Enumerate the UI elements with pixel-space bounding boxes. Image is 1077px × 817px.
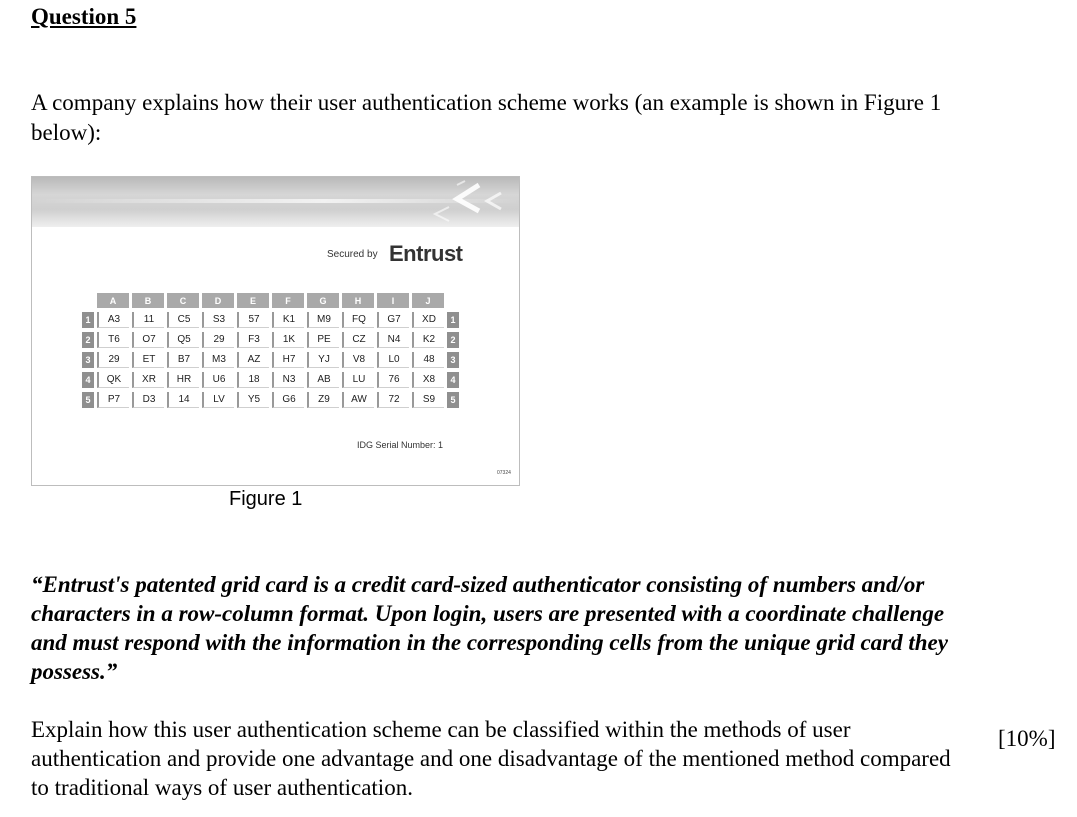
- grid-cell: X8: [412, 372, 444, 388]
- grid-col-header: D: [202, 293, 234, 308]
- grid-col-header: C: [167, 293, 199, 308]
- grid-cell: P7: [97, 392, 129, 408]
- grid-row-label: 2: [447, 332, 459, 348]
- grid-cell: U6: [202, 372, 234, 388]
- grid-cell: B7: [167, 352, 199, 368]
- marks-label: [10%]: [998, 726, 1056, 751]
- grid-col-header: F: [272, 293, 304, 308]
- chevron-logo-icon: [379, 177, 519, 227]
- grid-cell: 18: [237, 372, 269, 388]
- grid-cell: 48: [412, 352, 444, 368]
- grid-col-header: G: [307, 293, 339, 308]
- grid-row-label: 4: [82, 372, 94, 388]
- grid-col-header: H: [342, 293, 374, 308]
- grid-corner: [447, 293, 459, 308]
- grid-cell: XD: [412, 312, 444, 328]
- grid-cell: QK: [97, 372, 129, 388]
- grid-cell: 29: [97, 352, 129, 368]
- grid-cell: LV: [202, 392, 234, 408]
- grid-cell: 11: [132, 312, 164, 328]
- intro-paragraph: A company explains how their user authentication scheme works (an example is shown in Figure 1 below):: [31, 90, 942, 145]
- grid-cell: V8: [342, 352, 374, 368]
- grid-cell: N4: [377, 332, 409, 348]
- grid-cell: N3: [272, 372, 304, 388]
- grid-cell: K1: [272, 312, 304, 328]
- grid-cell: A3: [97, 312, 129, 328]
- grid-row-label: 2: [82, 332, 94, 348]
- grid-cell: AZ: [237, 352, 269, 368]
- grid-cell: ET: [132, 352, 164, 368]
- figure-caption: Figure 1: [229, 488, 303, 510]
- grid-cell: H7: [272, 352, 304, 368]
- grid-col-header: A: [97, 293, 129, 308]
- grid-cell: PE: [307, 332, 339, 348]
- grid-row-label: 4: [447, 372, 459, 388]
- grid-cell: S3: [202, 312, 234, 328]
- grid-row: [82, 372, 459, 388]
- grid-row-label: 1: [82, 312, 94, 328]
- grid-cell: M9: [307, 312, 339, 328]
- grid-cell: S9: [412, 392, 444, 408]
- grid-cell: G7: [377, 312, 409, 328]
- grid-row-label: 3: [82, 352, 94, 368]
- grid-cell: AW: [342, 392, 374, 408]
- grid-cell: Z9: [307, 392, 339, 408]
- grid-cell: G6: [272, 392, 304, 408]
- grid-cell: LU: [342, 372, 374, 388]
- grid-cell: C5: [167, 312, 199, 328]
- grid-cell: Q5: [167, 332, 199, 348]
- grid-header-row: [82, 293, 459, 308]
- grid-cell: F3: [237, 332, 269, 348]
- grid-row-label: 5: [82, 392, 94, 408]
- grid-cell: YJ: [307, 352, 339, 368]
- serial-number: IDG Serial Number: 1: [357, 440, 444, 450]
- grid-row: [82, 332, 459, 348]
- grid-row-label: 3: [447, 352, 459, 368]
- grid-cell: FQ: [342, 312, 374, 328]
- grid-corner: [82, 293, 94, 308]
- grid-cell: L0: [377, 352, 409, 368]
- grid-col-header: B: [132, 293, 164, 308]
- question-text: Explain how this user authentication scheme can be classified within the methods of user authentication and provide one advantage and one disadvantage of the mentioned method compared to traditional ways of user authentication.: [31, 717, 951, 800]
- grid-cell: 29: [202, 332, 234, 348]
- grid-cell: T6: [97, 332, 129, 348]
- grid-row: [82, 392, 459, 408]
- grid-cell: 57: [237, 312, 269, 328]
- grid-cell: D3: [132, 392, 164, 408]
- grid-cell: 76: [377, 372, 409, 388]
- grid-cell: AB: [307, 372, 339, 388]
- grid-cell: CZ: [342, 332, 374, 348]
- secured-by-label: Secured by: [327, 249, 378, 260]
- entrust-logo: Entrust: [389, 241, 463, 266]
- grid-col-header: I: [377, 293, 409, 308]
- grid-cell: 72: [377, 392, 409, 408]
- question-heading: Question 5: [31, 4, 137, 29]
- grid-cell: O7: [132, 332, 164, 348]
- quote-paragraph: “Entrust's patented grid card is a credit card-sized authenticator consisting of numbers and/or characters in a row-column format. Upon login, users are presented with a coordinate challenge and must respond with the information in the corresponding cells from the unique grid card they possess.”: [31, 572, 948, 684]
- grid-col-header: J: [412, 293, 444, 308]
- grid-cell: Y5: [237, 392, 269, 408]
- grid-cell: 14: [167, 392, 199, 408]
- grid-row: [82, 352, 459, 368]
- grid-cell: XR: [132, 372, 164, 388]
- grid-cell: K2: [412, 332, 444, 348]
- grid-row-label: 5: [447, 392, 459, 408]
- grid-row-label: 1: [447, 312, 459, 328]
- grid-table: [79, 289, 462, 412]
- grid-cell: M3: [202, 352, 234, 368]
- grid-row: [82, 312, 459, 328]
- grid-cell: 1K: [272, 332, 304, 348]
- grid-col-header: E: [237, 293, 269, 308]
- card-code: 07324: [497, 470, 511, 476]
- grid-card-figure: [31, 176, 520, 486]
- grid-cell: HR: [167, 372, 199, 388]
